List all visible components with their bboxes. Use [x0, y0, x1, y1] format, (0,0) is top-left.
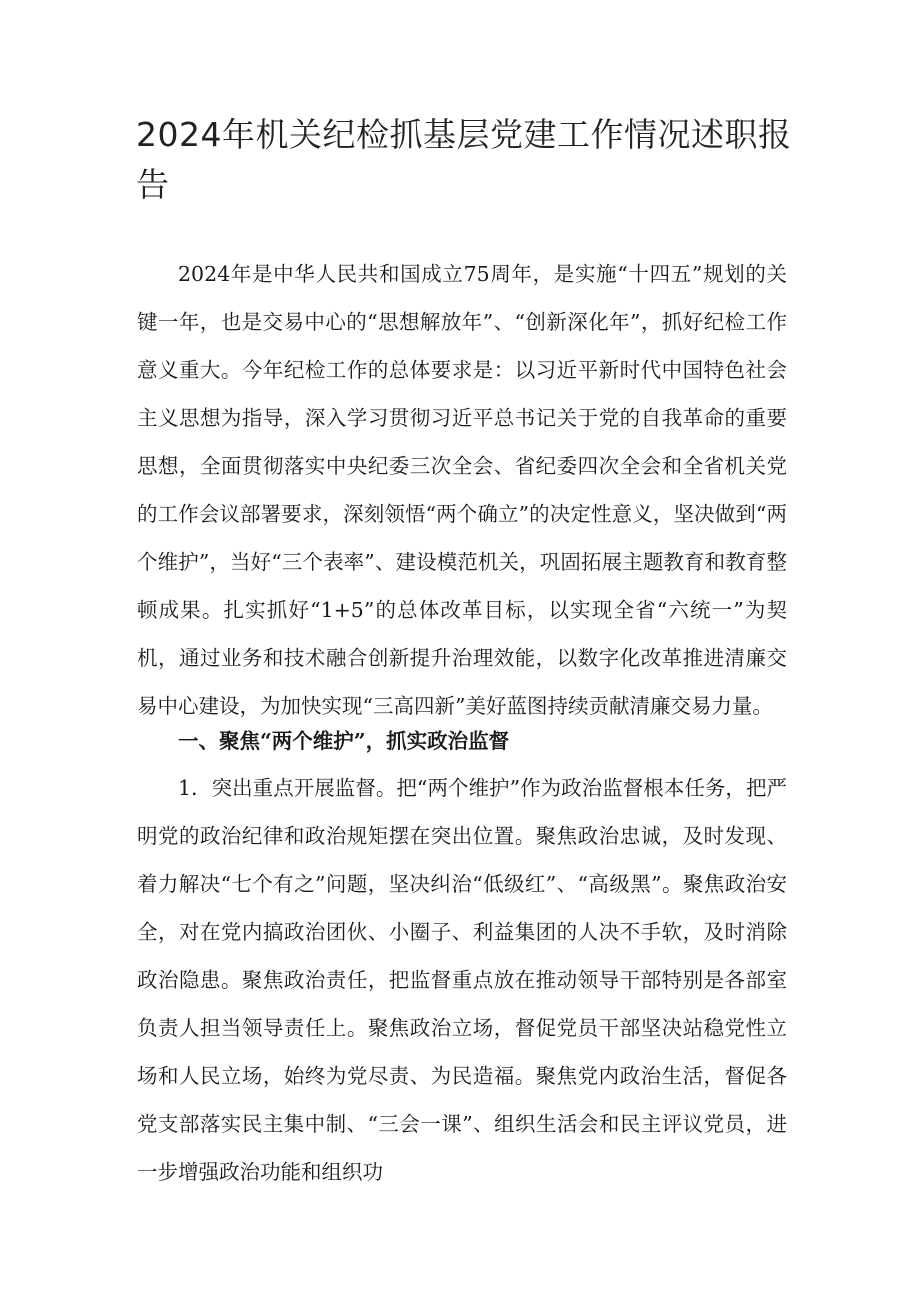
- document-title: 2024年机关纪检抓基层党建工作情况述职报告: [136, 115, 792, 204]
- intro-paragraph: 2024年是中华人民共和国成立75周年，是实施“十四五”规划的关键一年，也是交易中心的“思想解放年”、“创新深化年”，抓好纪检工作意义重大。今年纪检工作的总体要求是：以习近平新时代中国特色社会主义思想为指导，深入学习贯彻习近平总书记关于党的自我革命的重要思想，全面贯彻落实中央纪委三次全会、省纪委四次全会和全省机关党的工作会议部署要求，深刻领悟“两个确立”的决定性意义，坚决做到“两个维护”，当好“三个表率”、建设模范机关，巩固拓展主题教育和教育整顿成果。扎实抓好“1+5”的总体改革目标，以实现全省“六统一”为契机，通过业务和技术融合创新提升治理效能，以数字化改革推进清廉交易中心建设，为加快实现“三高四新”美好蓝图持续贡献清廉交易力量。: [137, 262, 787, 718]
- section-heading: 一、聚焦“两个维护”，抓实政治监督: [178, 729, 510, 753]
- item1-paragraph: 1．突出重点开展监督。把“两个维护”作为政治监督根本任务，把严明党的政治纪律和政治规矩摆在突出位置。聚焦政治忠诚，及时发现、着力解决“七个有之”问题，坚决纠治“低级红”、“高级黑”。聚焦政治安全，对在党内搞政治团伙、小圈子、利益集团的人决不手软，及时消除政治隐患。聚焦政治责任，把监督重点放在推动领导干部特别是各部室负责人担当领导责任上。聚焦政治立场，督促党员干部坚决站稳党性立场和人民立场，始终为党尽责、为民造福。聚焦党内政治生活，督促各党支部落实民主集中制、“三会一课”、组织生活会和民主评议党员，进一步增强政治功能和组织功: [137, 776, 787, 1184]
